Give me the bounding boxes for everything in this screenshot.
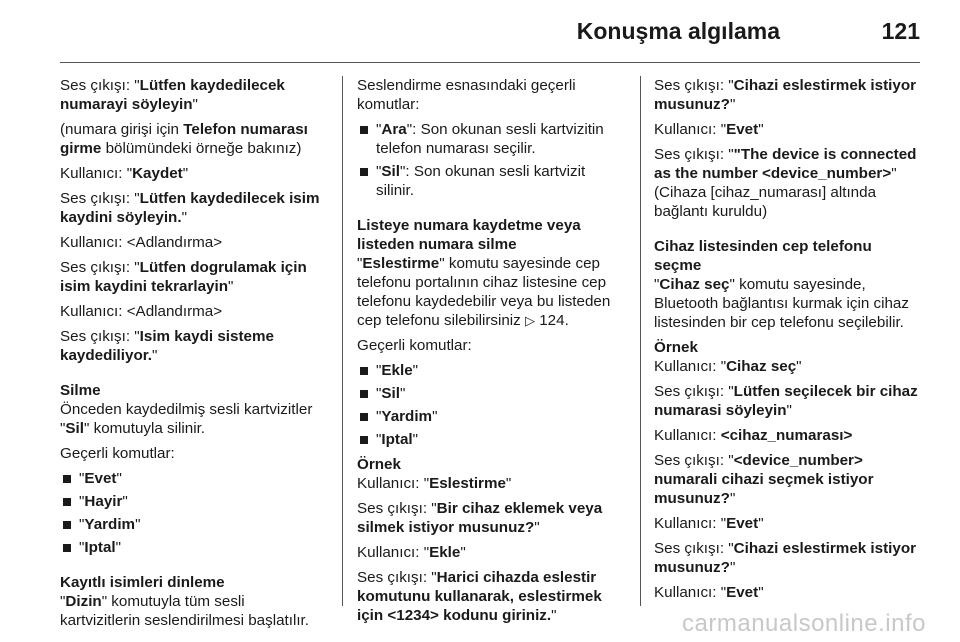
list-item: "Sil" [357,384,625,403]
paragraph: Geçerli komutlar: [60,445,175,462]
command-list [60,469,328,557]
paragraph: Kullanıcı: "Evet" [654,584,764,601]
command-list [357,361,625,449]
paragraph: Kullanıcı: "Eslestirme" [357,475,512,492]
paragraph: Kullanıcı: <Adlandırma> [60,234,223,251]
paragraph: Ses çıkışı: "Cihazi eslestirmek istiyor musunuz?" [654,540,917,576]
column-divider-2 [640,76,641,606]
paragraph: Ses çıkışı: "Harici cihazda eslestir komutunu kullanarak, eslestirmek için <1234> kodunu giriniz." [357,569,602,624]
list-item: "Yardim" [60,515,328,534]
paragraph: Ses çıkışı: "<device_number> numarali cihazi seçmek istiyor musunuz?" [654,452,874,507]
section-heading-eslestirme: Listeye numara kaydetme veya listeden numara silme [357,217,581,253]
list-item: "Iptal" [357,430,625,449]
command-list [357,120,625,200]
paragraph: Ses çıkışı: "Lütfen kaydedilecek isim kaydini söyleyin." [60,190,320,226]
paragraph: "Cihaz seç" komutu sayesinde, Bluetooth bağlantısı kurmak için cihaz listesinden bir cep telefonu seçilebilir. [654,276,909,331]
example-heading: Örnek [654,339,698,356]
paragraph: Seslendirme esnasındaki geçerli komutlar: [357,77,576,113]
paragraph: (numara girişi için Telefon numarası girme bölümündeki örneğe bakınız) [60,121,308,157]
list-item: "Ara": Son okunan sesli kartvizitin telefon numarası seçilir. [357,120,625,158]
paragraph: Ses çıkışı: "Cihazi eslestirmek istiyor musunuz?" [654,77,917,113]
section-heading-silme: Silme [60,382,101,399]
column-1 [60,76,328,636]
list-item: "Ekle" [357,361,625,380]
paragraph: Ses çıkışı: "Isim kaydi sisteme kaydediliyor." [60,328,274,364]
paragraph: Ses çıkışı: "Bir cihaz eklemek veya silmek istiyor musunuz?" [357,500,603,536]
column-2 [357,76,625,631]
page-reference-arrow-icon: ▷ [525,313,535,328]
page-reference-link[interactable]: 124. [539,312,569,329]
column-divider-1 [342,76,343,606]
watermark: carmanualsonline.info [682,610,926,637]
paragraph: Ses çıkışı: "Lütfen dogrulamak için isim kaydini tekrarlayin" [60,259,307,295]
paragraph: Kullanıcı: "Ekle" [357,544,466,561]
paragraph: Kullanıcı: "Kaydet" [60,165,189,182]
list-item: "Hayir" [60,492,328,511]
paragraph: Kullanıcı: "Cihaz seç" [654,358,802,375]
paragraph: Ses çıkışı: ""The device is connected as the number <device_number>" (Cihaza [cihaz_numarası] altında bağlantı kuruldu) [654,146,917,220]
paragraph: Geçerli komutlar: [357,337,472,354]
page-title: Konuşma algılama [576,18,780,44]
list-item: "Sil": Son okunan sesli kartvizit silinir. [357,162,625,200]
list-item: "Yardim" [357,407,625,426]
paragraph: Ses çıkışı: "Lütfen seçilecek bir cihaz numarasi söyleyin" [654,383,918,419]
page-number: 121 [881,18,920,44]
paragraph: "Eslestirme" komutu sayesinde cep telefonu portalının cihaz listesine cep telefonu kaydedebilir veya bu listeden cep telefonu silebilirsiniz ▷ 124. [357,255,611,329]
paragraph: Kullanıcı: <cihaz_numarası> [654,427,853,444]
paragraph: Kullanıcı: "Evet" [654,515,764,532]
list-item: "Iptal" [60,538,328,557]
example-heading: Örnek [357,456,401,473]
paragraph: Kullanıcı: <Adlandırma> [60,303,223,320]
cross-reference-link[interactable]: Telefon numarası girme [60,121,308,157]
section-heading-dinleme: Kayıtlı isimleri dinleme [60,574,225,591]
section-heading-cihaz-secme: Cihaz listesinden cep telefonu seçme [654,238,872,274]
paragraph: Önceden kaydedilmiş sesli kartvizitler "Sil" komutuyla silinir. [60,401,313,437]
column-3 [654,76,922,608]
header-divider [60,62,920,63]
paragraph: Kullanıcı: "Evet" [654,121,764,138]
list-item: "Evet" [60,469,328,488]
paragraph: Ses çıkışı: "Lütfen kaydedilecek numarayi söyleyin" [60,77,285,113]
paragraph: "Dizin" komutuyla tüm sesli kartvizitlerin seslendirilmesi başlatılır. [60,593,309,629]
